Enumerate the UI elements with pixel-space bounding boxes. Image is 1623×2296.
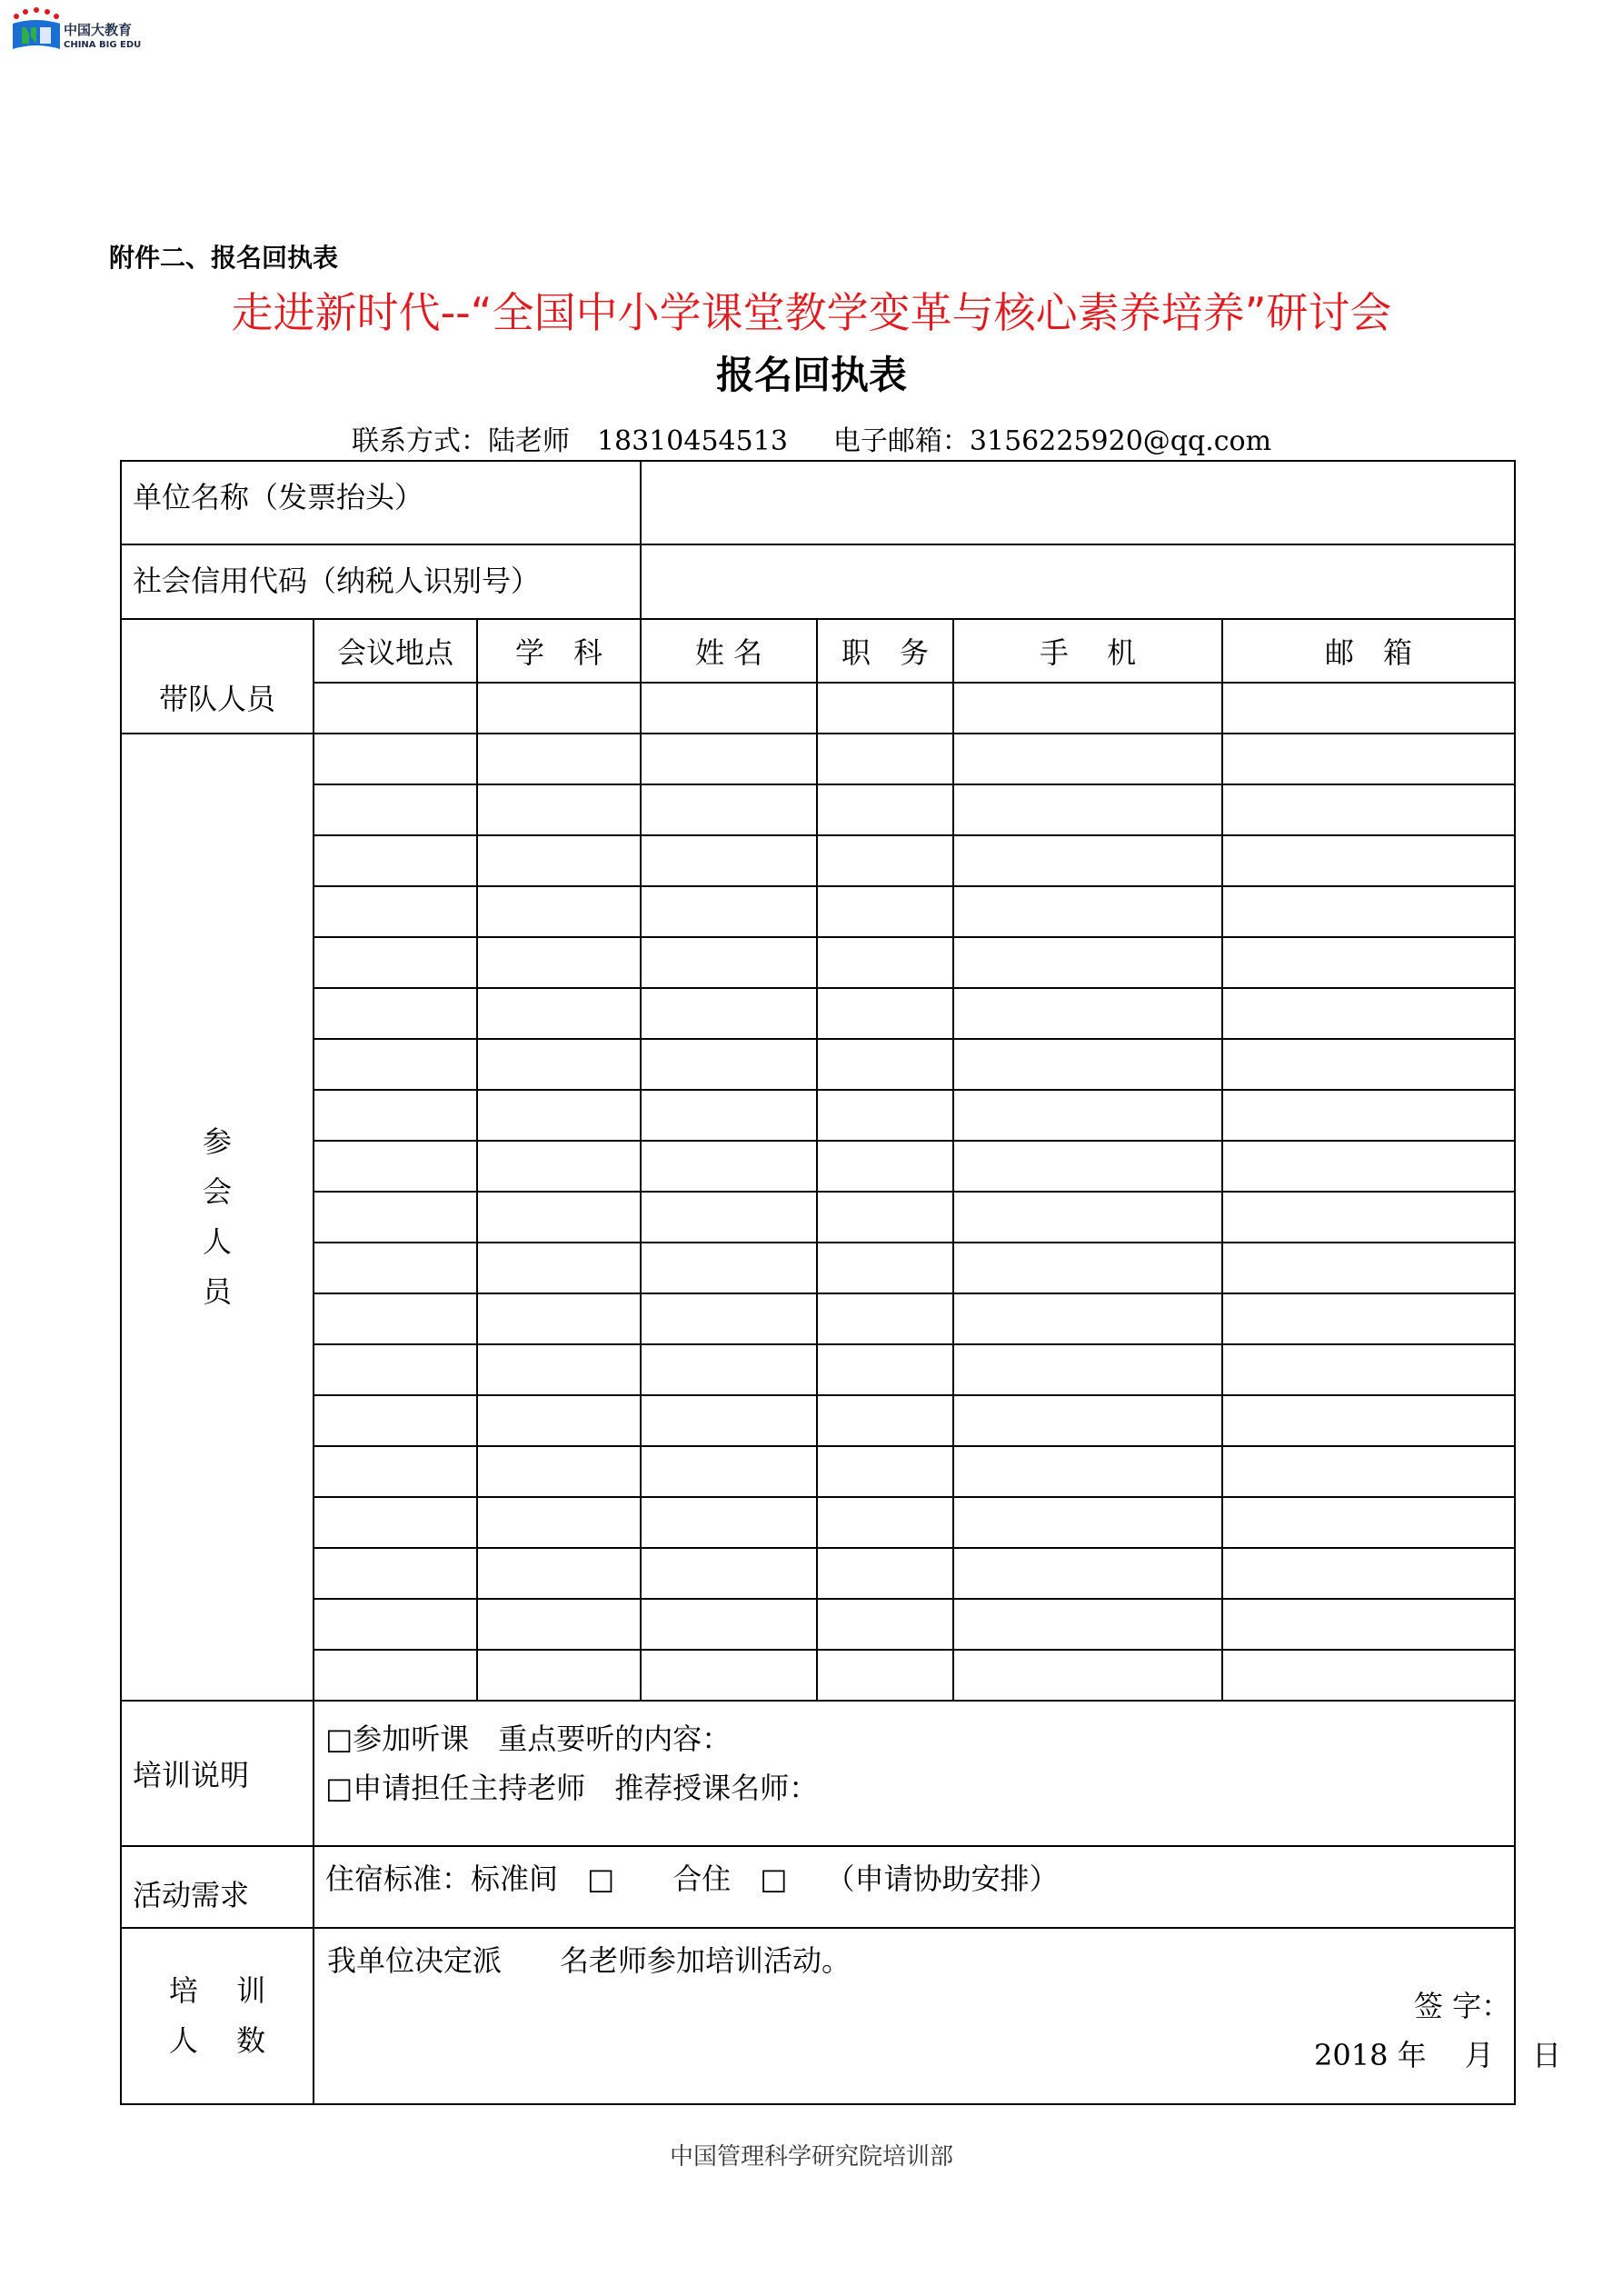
table-cell[interactable] <box>641 1192 817 1243</box>
table-cell[interactable] <box>953 683 1222 734</box>
contact-phone: 18310454513 <box>596 425 788 457</box>
table-cell[interactable] <box>641 1090 817 1141</box>
table-cell[interactable] <box>477 1650 641 1701</box>
table-cell[interactable] <box>1222 1497 1515 1548</box>
table-cell[interactable] <box>817 1599 953 1650</box>
table-cell[interactable] <box>641 1446 817 1497</box>
table-cell[interactable] <box>1222 1344 1515 1395</box>
table-cell[interactable] <box>477 1293 641 1344</box>
table-cell[interactable] <box>314 1599 477 1650</box>
attendee-row <box>121 988 1515 1039</box>
logo <box>9 7 154 57</box>
table-cell[interactable] <box>953 937 1222 988</box>
accommodation-options[interactable]: 住宿标准：标准间 □ 合住 □ （申请协助安排） <box>314 1846 1515 1928</box>
signature-label[interactable]: 签 字： <box>1414 1989 1511 2023</box>
table-cell[interactable] <box>314 937 477 988</box>
table-cell[interactable] <box>314 1192 477 1243</box>
attendee-row <box>121 1243 1515 1293</box>
table-cell[interactable] <box>953 1344 1222 1395</box>
table-cell[interactable] <box>953 988 1222 1039</box>
table-cell[interactable] <box>1222 1243 1515 1293</box>
logo-name-en: CHINA BIG EDU <box>64 40 142 50</box>
table-cell[interactable] <box>477 1599 641 1650</box>
attendee-label: 参 会 人 员 <box>121 734 314 1701</box>
footer-organization: 中国管理科学研究院培训部 <box>669 2143 953 2171</box>
attachment-label: 附件二、报名回执表 <box>109 243 339 273</box>
attendee-row <box>121 1599 1515 1650</box>
table-cell[interactable] <box>953 1395 1222 1446</box>
table-cell[interactable] <box>314 1497 477 1548</box>
leader-row <box>121 683 1515 734</box>
table-cell[interactable] <box>477 1344 641 1395</box>
table-cell[interactable] <box>641 1599 817 1650</box>
table-cell[interactable] <box>641 988 817 1039</box>
attendee-row <box>121 1548 1515 1599</box>
table-cell[interactable] <box>314 1293 477 1344</box>
table-cell[interactable] <box>817 1141 953 1192</box>
table-cell[interactable] <box>477 683 641 734</box>
table-cell[interactable] <box>817 835 953 886</box>
table-cell[interactable] <box>314 784 477 835</box>
attendee-row <box>121 734 1515 784</box>
unit-name-label: 单位名称（发票抬头） <box>121 461 641 544</box>
credit-code-field[interactable] <box>641 544 1515 619</box>
table-cell[interactable] <box>314 1446 477 1497</box>
table-cell[interactable] <box>1222 937 1515 988</box>
table-cell[interactable] <box>817 1446 953 1497</box>
table-cell[interactable] <box>314 1650 477 1701</box>
table-cell[interactable] <box>641 1548 817 1599</box>
activity-label: 活动需求 <box>121 1846 314 1928</box>
table-cell[interactable] <box>641 784 817 835</box>
table-cell[interactable] <box>1222 1192 1515 1243</box>
attendee-row <box>121 835 1515 886</box>
table-cell[interactable] <box>1222 1039 1515 1090</box>
table-cell[interactable] <box>953 1243 1222 1293</box>
col-header-email: 邮 箱 <box>1222 619 1515 683</box>
table-cell[interactable] <box>953 1293 1222 1344</box>
contact-email: 电子邮箱：3156225920@qq.com <box>832 425 1272 457</box>
table-cell[interactable] <box>477 1548 641 1599</box>
table-cell[interactable] <box>1222 1141 1515 1192</box>
table-cell[interactable] <box>953 1599 1222 1650</box>
table-cell[interactable] <box>641 937 817 988</box>
table-cell[interactable] <box>953 1090 1222 1141</box>
logo-emblem-icon <box>9 7 64 57</box>
table-cell[interactable] <box>314 1395 477 1446</box>
col-header-name: 姓 名 <box>641 619 817 683</box>
date-text[interactable]: 2018 年 月 日 <box>1314 2038 1561 2072</box>
table-cell[interactable] <box>953 1650 1222 1701</box>
table-cell[interactable] <box>1222 1090 1515 1141</box>
participant-count-label: 培 训 人 数 <box>121 1928 314 2104</box>
table-cell[interactable] <box>1222 835 1515 886</box>
table-cell[interactable] <box>1222 1650 1515 1701</box>
table-cell[interactable] <box>817 1293 953 1344</box>
table-cell[interactable] <box>477 1395 641 1446</box>
table-cell[interactable] <box>641 1344 817 1395</box>
table-cell[interactable] <box>1222 886 1515 937</box>
table-cell[interactable] <box>817 988 953 1039</box>
table-cell[interactable] <box>953 1548 1222 1599</box>
table-cell[interactable] <box>641 835 817 886</box>
table-cell[interactable] <box>641 683 817 734</box>
table-cell[interactable] <box>953 1141 1222 1192</box>
table-cell[interactable] <box>641 734 817 784</box>
table-cell[interactable] <box>477 1039 641 1090</box>
attendee-row <box>121 886 1515 937</box>
table-cell[interactable] <box>477 1192 641 1243</box>
event-title: 走进新时代--“全国中小学课堂教学变革与核心素养培养”研讨会 <box>231 288 1392 337</box>
logo-name-cn: 中国大教育 <box>64 22 133 38</box>
attendee-row <box>121 1192 1515 1243</box>
table-cell[interactable] <box>817 1243 953 1293</box>
leader-label: 带队人员 <box>121 619 314 734</box>
table-cell[interactable] <box>641 1395 817 1446</box>
table-cell[interactable] <box>641 1039 817 1090</box>
contact-person: 联系方式：陆老师 <box>351 425 570 457</box>
training-label: 培训说明 <box>121 1701 314 1846</box>
table-cell[interactable] <box>1222 1548 1515 1599</box>
table-cell[interactable] <box>477 937 641 988</box>
table-cell[interactable] <box>314 886 477 937</box>
table-cell[interactable] <box>641 1650 817 1701</box>
table-cell[interactable] <box>641 1497 817 1548</box>
table-cell[interactable] <box>314 1090 477 1141</box>
table-cell[interactable] <box>641 1141 817 1192</box>
table-cell[interactable] <box>817 1344 953 1395</box>
table-cell[interactable] <box>953 784 1222 835</box>
form-title: 报名回执表 <box>715 353 907 397</box>
table-cell[interactable] <box>1222 784 1515 835</box>
table-cell[interactable] <box>953 835 1222 886</box>
attendee-row <box>121 1344 1515 1395</box>
attendee-row <box>121 1497 1515 1548</box>
table-cell[interactable] <box>314 835 477 886</box>
attend-lecture-option[interactable]: □参加听课 重点要听的内容： <box>325 1722 732 1756</box>
participant-count-text[interactable]: 我单位决定派 名老师参加培训活动。 <box>327 1943 851 1978</box>
attendee-row <box>121 1446 1515 1497</box>
col-header-position: 职 务 <box>817 619 953 683</box>
table-cell[interactable] <box>477 1497 641 1548</box>
registration-form-table <box>120 460 1561 2105</box>
table-cell[interactable] <box>641 1243 817 1293</box>
table-cell[interactable] <box>477 988 641 1039</box>
table-cell[interactable] <box>477 886 641 937</box>
table-cell[interactable] <box>314 1344 477 1395</box>
table-cell[interactable] <box>817 784 953 835</box>
table-cell[interactable] <box>817 1650 953 1701</box>
table-cell[interactable] <box>953 1192 1222 1243</box>
table-cell[interactable] <box>477 734 641 784</box>
table-cell[interactable] <box>953 886 1222 937</box>
table-cell[interactable] <box>817 1090 953 1141</box>
host-teacher-option[interactable]: □申请担任主持老师 推荐授课名师： <box>325 1771 819 1805</box>
table-cell[interactable] <box>817 1497 953 1548</box>
table-cell[interactable] <box>477 784 641 835</box>
attendee-row <box>121 1039 1515 1090</box>
table-cell[interactable] <box>1222 1446 1515 1497</box>
col-header-subject: 学 科 <box>477 619 641 683</box>
table-cell[interactable] <box>953 1446 1222 1497</box>
table-cell[interactable] <box>1222 1395 1515 1446</box>
table-cell[interactable] <box>477 1141 641 1192</box>
table-cell[interactable] <box>817 1192 953 1243</box>
table-cell[interactable] <box>1222 988 1515 1039</box>
table-cell[interactable] <box>817 886 953 937</box>
table-cell[interactable] <box>817 1395 953 1446</box>
attendee-row <box>121 784 1515 835</box>
attendee-row <box>121 937 1515 988</box>
table-cell[interactable] <box>817 1039 953 1090</box>
attendee-row <box>121 1141 1515 1192</box>
table-cell[interactable] <box>477 1243 641 1293</box>
participant-count-cell <box>314 1928 1561 2104</box>
table-cell[interactable] <box>477 1090 641 1141</box>
table-cell[interactable] <box>314 1243 477 1293</box>
attendee-row <box>121 1293 1515 1344</box>
attendee-row <box>121 1395 1515 1446</box>
unit-name-field[interactable] <box>641 461 1515 544</box>
table-cell[interactable] <box>477 1446 641 1497</box>
attendee-row <box>121 1090 1515 1141</box>
table-cell[interactable] <box>641 886 817 937</box>
table-cell[interactable] <box>1222 683 1515 734</box>
table-cell[interactable] <box>1222 1293 1515 1344</box>
table-cell[interactable] <box>314 683 477 734</box>
table-cell[interactable] <box>314 1548 477 1599</box>
col-header-mobile: 手 机 <box>953 619 1222 683</box>
attendee-row <box>121 1650 1515 1701</box>
table-cell[interactable] <box>314 734 477 784</box>
table-cell[interactable] <box>477 835 641 886</box>
table-cell[interactable] <box>1222 1599 1515 1650</box>
table-cell[interactable] <box>953 734 1222 784</box>
col-header-venue: 会议地点 <box>314 619 477 683</box>
training-options <box>314 1701 1515 1846</box>
table-cell[interactable] <box>817 734 953 784</box>
table-cell[interactable] <box>817 937 953 988</box>
table-cell[interactable] <box>817 683 953 734</box>
contact-line <box>0 418 1623 458</box>
table-cell[interactable] <box>817 1548 953 1599</box>
table-cell[interactable] <box>641 1293 817 1344</box>
credit-code-label: 社会信用代码（纳税人识别号） <box>121 544 641 619</box>
table-cell[interactable] <box>953 1497 1222 1548</box>
table-cell[interactable] <box>314 1141 477 1192</box>
table-cell[interactable] <box>314 988 477 1039</box>
table-cell[interactable] <box>953 1039 1222 1090</box>
table-cell[interactable] <box>314 1039 477 1090</box>
table-cell[interactable] <box>1222 734 1515 784</box>
